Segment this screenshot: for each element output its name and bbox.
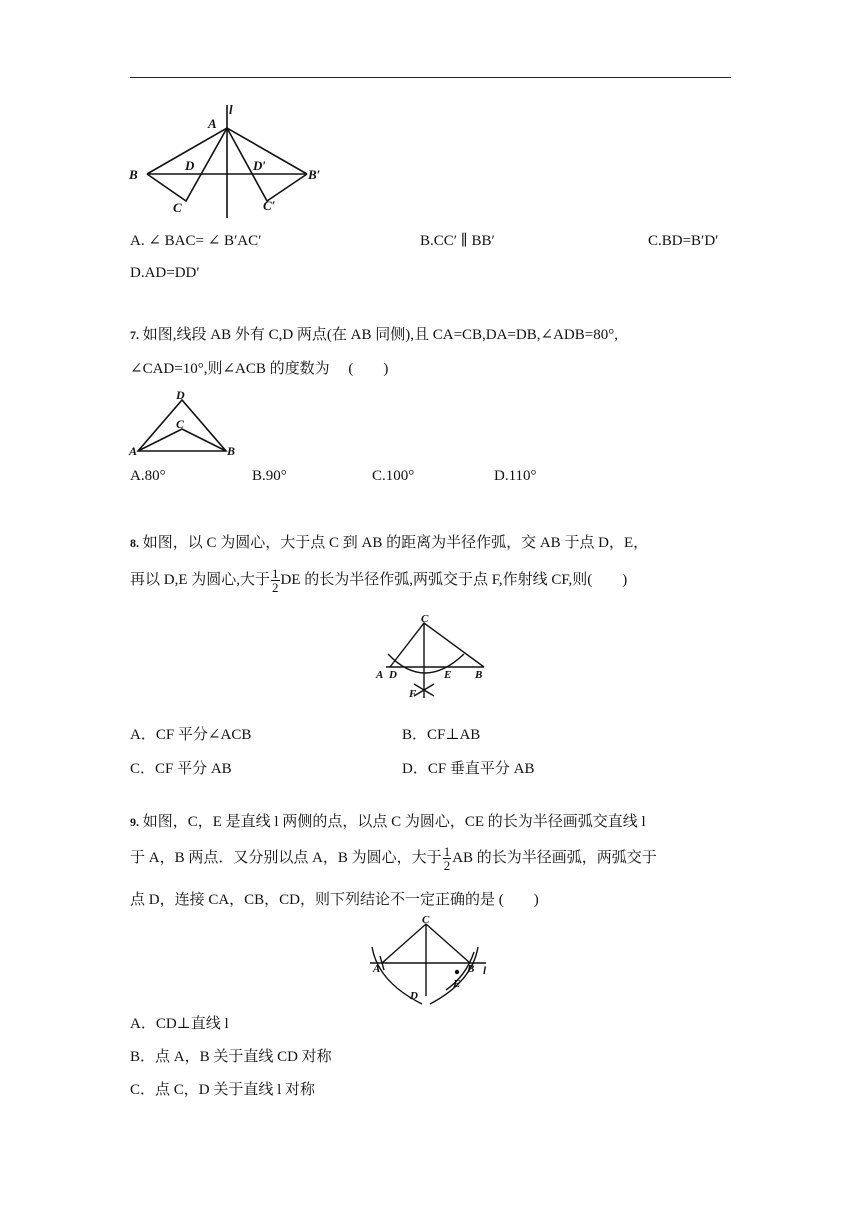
q6-option-d: D.AD=DD′: [130, 265, 200, 281]
q8-label-c: C: [421, 613, 429, 625]
q8-label-a: A: [376, 669, 384, 681]
q8-option-d: D．CF 垂直平分 AB: [402, 761, 535, 777]
q9-option-a: A．CD⊥直线 l: [130, 1016, 229, 1032]
q9-text-1: 如图，C，E 是直线 l 两侧的点，以点 C 为圆心，CE 的长为半径画弧交直线 l: [139, 814, 646, 830]
q8-text-2b: DE 的长为半径作弧,两弧交于点 F,作射线 CF,则( ): [280, 572, 628, 588]
q8-line-1: [130, 533, 648, 553]
q6-label-dp: D′: [253, 158, 267, 173]
q9-figure: [366, 912, 506, 1007]
q8-frac-num: 1: [272, 566, 279, 582]
q8-frac-den: 2: [272, 580, 279, 596]
q6-label-c: C: [173, 200, 182, 215]
q6-label-bp: B′: [308, 167, 321, 182]
q9-number: 9.: [130, 815, 139, 829]
q7-number: 7.: [130, 328, 139, 342]
q8-option-a: A．CF 平分∠ACB: [130, 727, 252, 743]
q9-option-b: B．点 A，B 关于直线 CD 对称: [130, 1049, 332, 1065]
q9-point-e: [455, 970, 459, 974]
q9-label-l: l: [483, 965, 487, 977]
q7-label-a: A: [129, 444, 138, 458]
q7-label-b: B: [227, 444, 236, 458]
q6-option-c: C.BD=B′D′: [648, 233, 719, 249]
q6-label-cp: C′: [263, 198, 276, 213]
q8-option-b: B．CF⊥AB: [402, 727, 481, 743]
q6-label-b: B: [129, 167, 138, 182]
q7-option-c: C.100°: [372, 468, 415, 484]
header-rule: [130, 77, 731, 78]
q7-label-c: C: [176, 417, 185, 431]
q8-label-e: E: [444, 669, 452, 681]
q7-option-b: B.90°: [252, 468, 287, 484]
q6-figure: [125, 100, 325, 220]
q8-text-2a: 再以 D,E 为圆心,大于: [130, 572, 270, 588]
q8-option-c: C．CF 平分 AB: [130, 761, 232, 777]
q8-label-f: F: [409, 688, 417, 700]
q9-line-3: 点 D，连接 CA，CB，CD，则下列结论不一定正确的是 ( ): [130, 892, 539, 908]
q6-option-b: B.CC′ ∥ BB′: [420, 233, 495, 249]
q9-fraction: [443, 845, 452, 872]
q6-label-d: D: [185, 158, 195, 173]
q9-label-c: C: [422, 914, 430, 926]
q9-label-d: D: [410, 990, 418, 1002]
q6-label-l: l: [229, 102, 233, 117]
q7-figure: [128, 387, 248, 457]
q6-label-a: A: [208, 116, 217, 131]
q9-frac-num: 1: [443, 844, 451, 860]
q7-text-1: 如图,线段 AB 外有 C,D 两点(在 AB 同侧),且 CA=CB,DA=DB,∠ADB=80°,: [139, 327, 618, 343]
q9-line-1: [130, 812, 646, 832]
q8-label-d: D: [389, 669, 397, 681]
q9-label-e: E: [453, 978, 461, 990]
q9-line-2: [130, 840, 657, 876]
q7-option-d: D.110°: [494, 468, 537, 484]
q9-frac-den: 2: [443, 858, 451, 874]
q8-number: 8.: [130, 536, 139, 550]
q8-fraction: [271, 567, 280, 594]
q6-option-a: A. ∠ BAC= ∠ B′AC′: [130, 233, 262, 249]
q9-text-2b: AB 的长为半径画弧，两弧交于: [452, 850, 657, 866]
q8-line-2: [130, 562, 627, 598]
q8-figure: [372, 610, 502, 700]
q8-text-1: 如图，以 C 为圆心，大于点 C 到 AB 的距离为半径作弧，交 AB 于点 D，E，: [139, 535, 649, 551]
q7-label-d: D: [176, 388, 185, 402]
q7-option-a: A.80°: [130, 468, 166, 484]
q9-label-b: B: [467, 963, 475, 975]
q9-option-c: C．点 C，D 关于直线 l 对称: [130, 1082, 316, 1098]
q7-line-2: ∠CAD=10°,则∠ACB 的度数为 ( ): [130, 361, 389, 377]
q8-label-b: B: [475, 669, 483, 681]
q9-text-2a: 于 A，B 两点．又分别以点 A，B 为圆心，大于: [130, 850, 442, 866]
q7-line-1: [130, 325, 618, 345]
q9-label-a: A: [373, 963, 381, 975]
